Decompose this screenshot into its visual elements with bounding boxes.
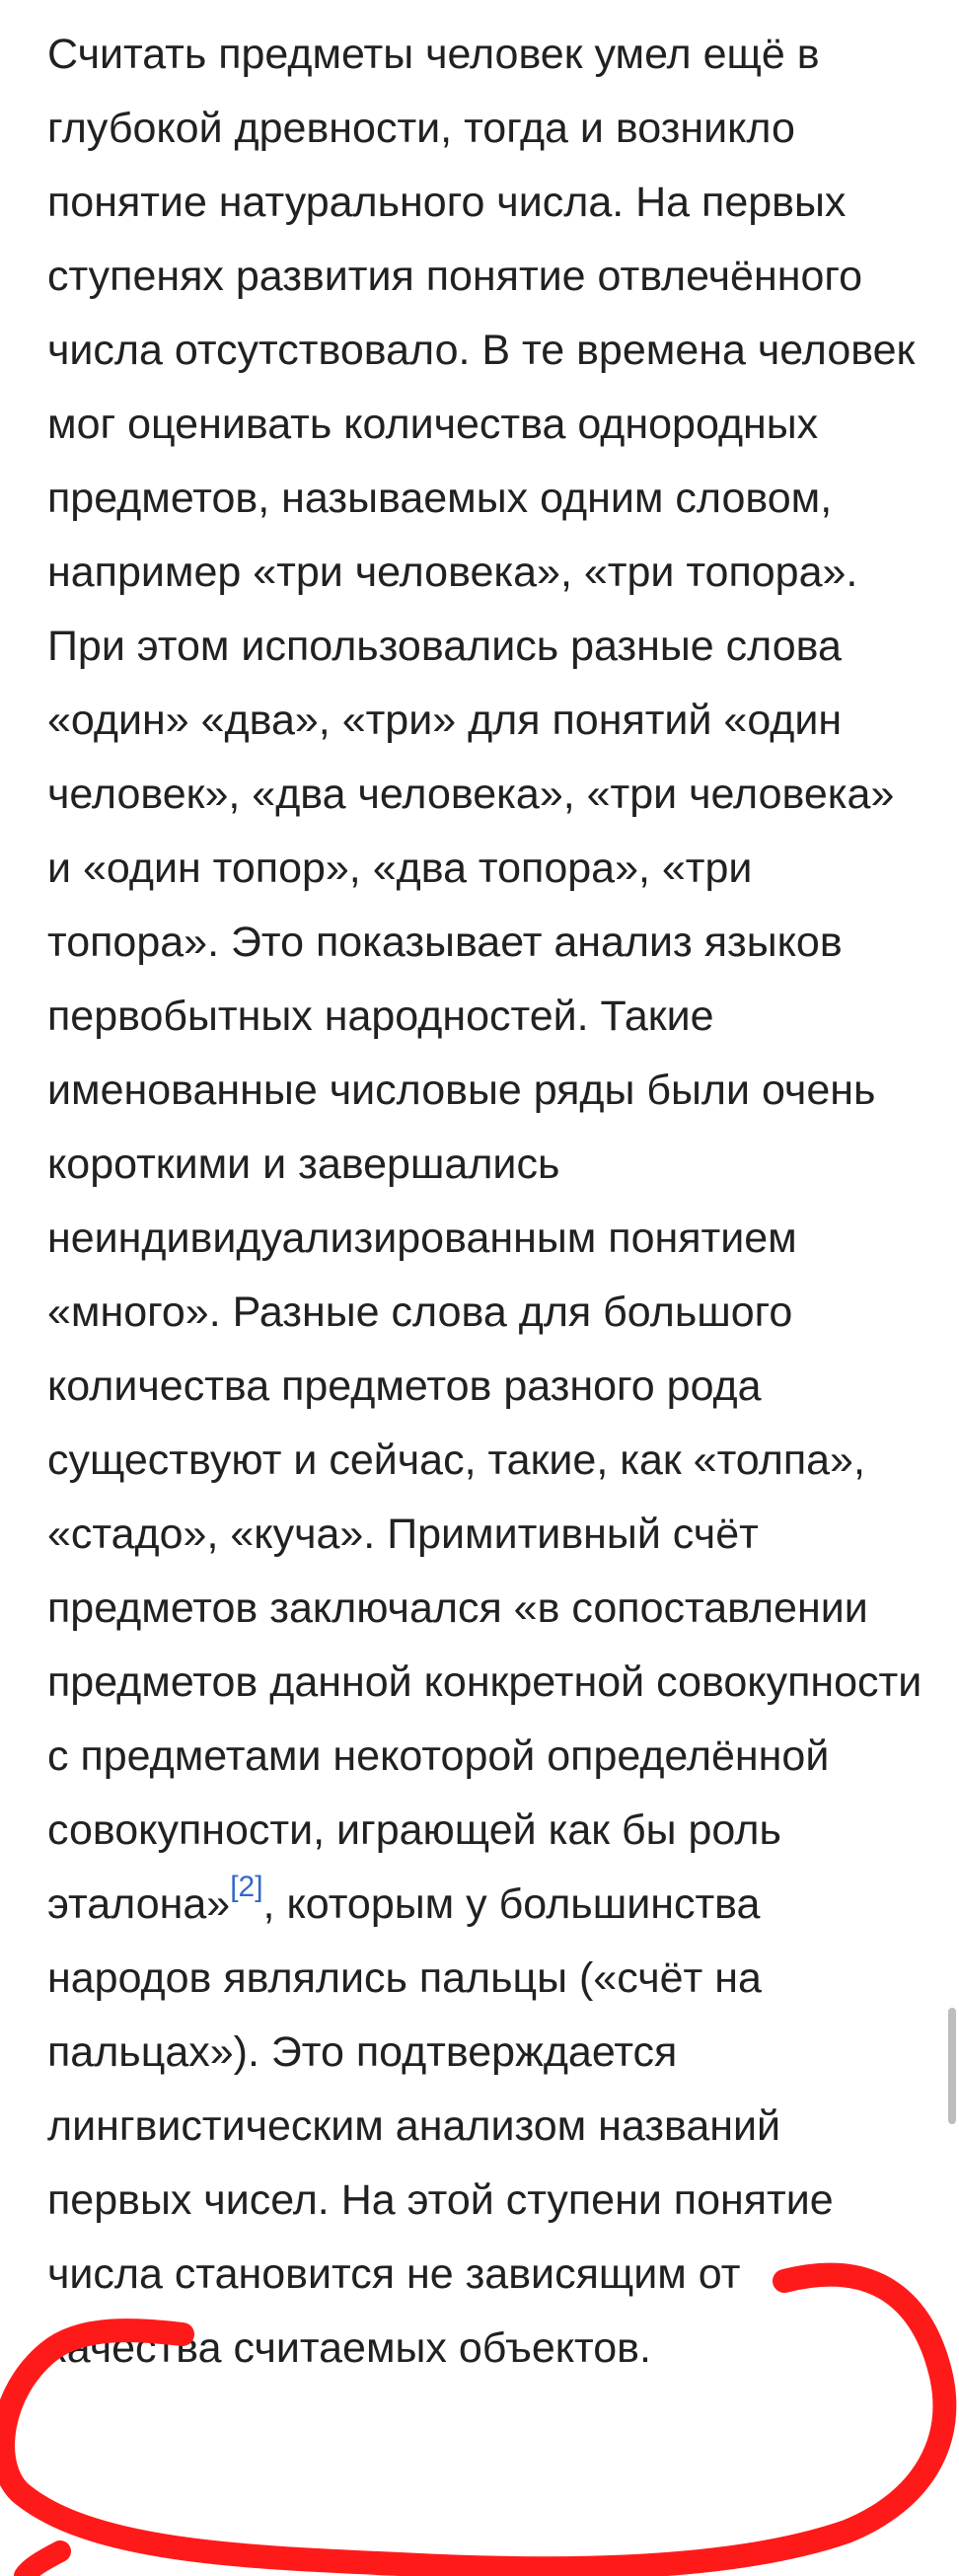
article-paragraph [47,18,925,2386]
reference-link[interactable]: [2] [230,1871,263,1903]
scroll-indicator[interactable] [948,2008,956,2124]
article-text [47,18,925,2386]
paragraph-text-after-ref: , которым у большинства народов являлись пальцы («счёт на пальцах»). Это подтверждается лингвистическим анализом названий первых чисел. На этой ступени понятие числа становится не зависящим от качества считаемых объектов. [47,1880,834,2372]
paragraph-text-before-ref: Считать предметы человек умел ещё в глубокой древности, тогда и возникло понятие натурального числа. На первых ступенях развития понятие отвлечённого числа отсутствовало. В те времена человек мог оценивать количества однородных предметов, называемых одним словом, например «три человека», «три топора». При этом использовались разные слова «один» «два», «три» для понятий «один человек», «два человека», «три человека» и «один топор», «два топора», «три топора». Это показывает анализ языков первобытных народностей. Такие именованные числовые ряды были очень короткими и завершались неиндивидуализированным понятием «много». Разные слова для большого количества предметов разного рода существуют и сейчас, такие, как «толпа», «стадо», «куча». Примитивный счёт предметов заключался «в сопоставлении предметов данной конкретной совокупности с предметами некоторой определённой совокупности, играющей как бы роль эталона» [47,31,922,1928]
red-ink-circle-tail [25,2551,60,2576]
